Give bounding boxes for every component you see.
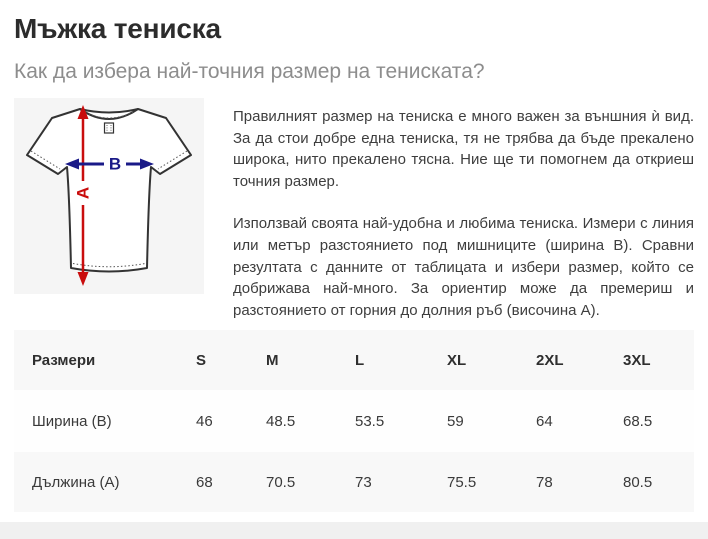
intro-paragraph-1: Правилният размер на тениска е много важен за външния ѝ вид. За да стои добре една тениска, тя не трябва да бъде прекалено широка, нито прекалено тясна. Ние ще ти помогнем да откриеш точния размер. xyxy=(233,108,694,190)
header-cell-l: L xyxy=(355,351,365,369)
size-table-header-row xyxy=(14,330,694,390)
cell-value: 59 xyxy=(447,412,464,430)
cell-value: 73 xyxy=(355,473,372,491)
cell-value: 70.5 xyxy=(266,473,296,491)
cell-value: 68.5 xyxy=(623,412,653,430)
intro-section xyxy=(14,98,694,321)
tshirt-graphic xyxy=(14,98,204,294)
header-cell-m: M xyxy=(266,351,279,369)
neck-tag xyxy=(105,123,114,133)
cell-value: 53.5 xyxy=(355,412,385,430)
tshirt-measurement-diagram xyxy=(14,98,204,294)
cell-value: 64 xyxy=(536,412,553,430)
cell-value: 48.5 xyxy=(266,412,296,430)
header-cell-s: S xyxy=(196,351,207,369)
cell-value: 46 xyxy=(196,412,213,430)
row-label: Дължина (A) xyxy=(32,473,120,491)
cell-value: 80.5 xyxy=(623,473,653,491)
page-title: Мъжка тениска xyxy=(14,13,221,44)
header-cell-xl: XL xyxy=(447,351,467,369)
cell-value: 78 xyxy=(536,473,553,491)
table-row-width xyxy=(14,390,694,452)
page-subtitle: Как да избера най-точния размер на тениската? xyxy=(14,60,485,83)
cell-value: 68 xyxy=(196,473,213,491)
table-row-length xyxy=(14,452,694,512)
cell-value: 75.5 xyxy=(447,473,477,491)
height-label-a: A xyxy=(73,186,93,200)
header-cell-3xl: 3XL xyxy=(623,351,651,369)
size-table xyxy=(14,330,694,512)
page-bottom-divider xyxy=(0,522,708,539)
row-label: Ширина (B) xyxy=(32,412,112,430)
header-cell-sizes: Размери xyxy=(32,351,96,369)
intro-paragraph-2: Използвай своята най-удобна и любима тениска. Измери с линия или метър разстоянието под мишниците (ширина B). Сравни резултата с данните от таблицата и избери размер, който се добрижава най-много. За ориентир може да премериш и разстоянието от горния до долния ръб (височина A). xyxy=(233,215,694,319)
header-cell-2xl: 2XL xyxy=(536,351,564,369)
intro-text xyxy=(233,98,694,321)
size-guide-page xyxy=(0,10,708,539)
width-label-b: B xyxy=(108,154,122,174)
